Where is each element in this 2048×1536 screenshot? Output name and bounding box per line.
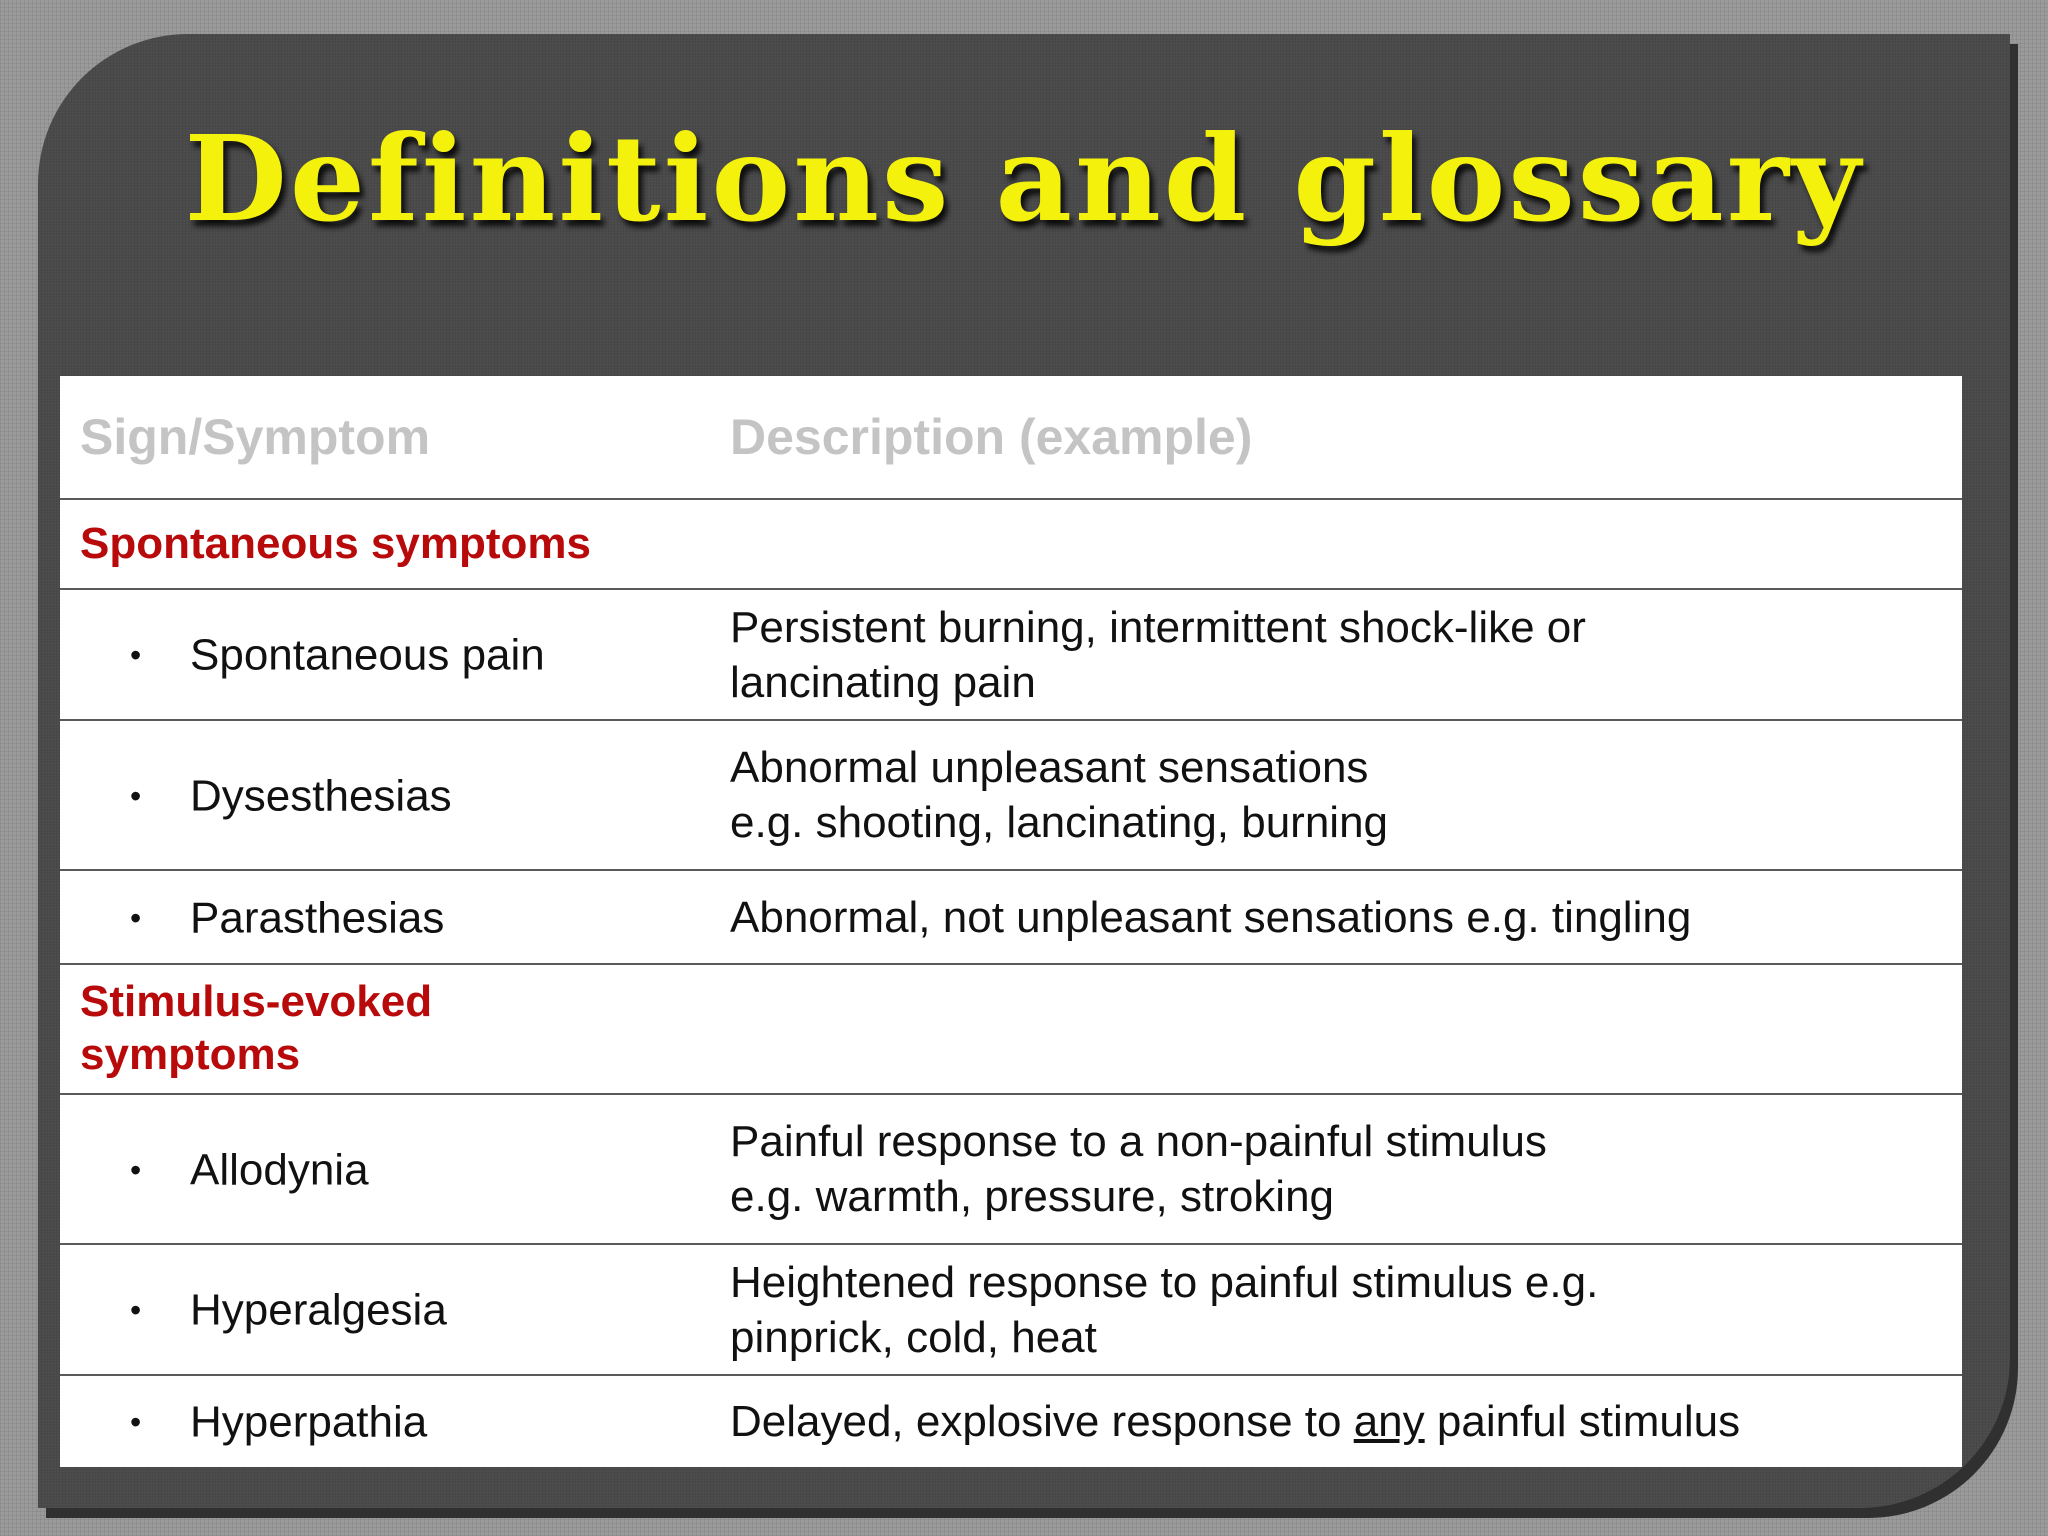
description-cell [710, 1094, 1962, 1244]
table-row [60, 1094, 1962, 1244]
description-line: lancinating pain [730, 657, 1036, 707]
description-cell [710, 720, 1962, 870]
table-row [60, 589, 1962, 720]
description-text: painful stimulus [1424, 1397, 1741, 1446]
section-row-spontaneous [60, 499, 1962, 589]
table-header-row [60, 376, 1962, 499]
description-cell [710, 1244, 1962, 1375]
description-line: pinprick, cold, heat [730, 1312, 1097, 1362]
column-header-sign-symptom: Sign/Symptom [80, 409, 431, 465]
term-cell [60, 1244, 710, 1375]
description-cell [710, 1375, 1962, 1467]
description-line: e.g. shooting, lancinating, burning [730, 798, 1389, 847]
description-line: Painful response to a non-painful stimulus [730, 1117, 1547, 1166]
term-cell [60, 1375, 710, 1467]
section-heading-spontaneous: Spontaneous symptoms [80, 518, 591, 568]
table-row [60, 1375, 1962, 1467]
description-emphasis: any [1353, 1397, 1425, 1446]
term-label: Dysesthesias [190, 771, 452, 821]
table-row [60, 1244, 1962, 1375]
term-label: Allodynia [190, 1145, 369, 1195]
bullet-icon: • [130, 1151, 142, 1188]
term-label: Hyperalgesia [190, 1285, 447, 1335]
bullet-icon: • [130, 637, 142, 674]
bullet-icon: • [130, 777, 142, 814]
description-cell [710, 870, 1962, 964]
term-cell [60, 720, 710, 870]
description-line: Abnormal unpleasant sensations [730, 743, 1369, 792]
description-text: Delayed, explosive response to [730, 1397, 1354, 1446]
term-cell [60, 870, 710, 964]
bullet-icon: • [130, 1292, 142, 1329]
bullet-icon: • [130, 1404, 142, 1441]
table-row [60, 720, 1962, 870]
column-header-description: Description (example) [730, 409, 1253, 465]
description-line: e.g. warmth, pressure, stroking [730, 1172, 1335, 1221]
term-cell [60, 589, 710, 720]
table-row [60, 870, 1962, 964]
description-line: Persistent burning, intermittent shock-like or [730, 602, 1586, 652]
description-line: Abnormal, not unpleasant sensations e.g. tingling [730, 892, 1692, 942]
section-heading-line: Stimulus-evoked [80, 977, 433, 1027]
description-line: Heightened response to painful stimulus e.g. [730, 1257, 1599, 1307]
term-label: Parasthesias [190, 893, 445, 943]
section-row-stimulus-evoked [60, 964, 1962, 1094]
section-heading-line: symptoms [80, 1030, 301, 1079]
slide-title: Definitions and glossary [184, 109, 1864, 248]
description-cell [710, 589, 1962, 720]
section-heading-stimulus-evoked [60, 964, 1962, 1094]
bullet-icon: • [130, 899, 142, 936]
glossary-table [60, 376, 1962, 1467]
term-cell [60, 1094, 710, 1244]
term-label: Hyperpathia [190, 1397, 428, 1447]
term-label: Spontaneous pain [190, 630, 545, 680]
